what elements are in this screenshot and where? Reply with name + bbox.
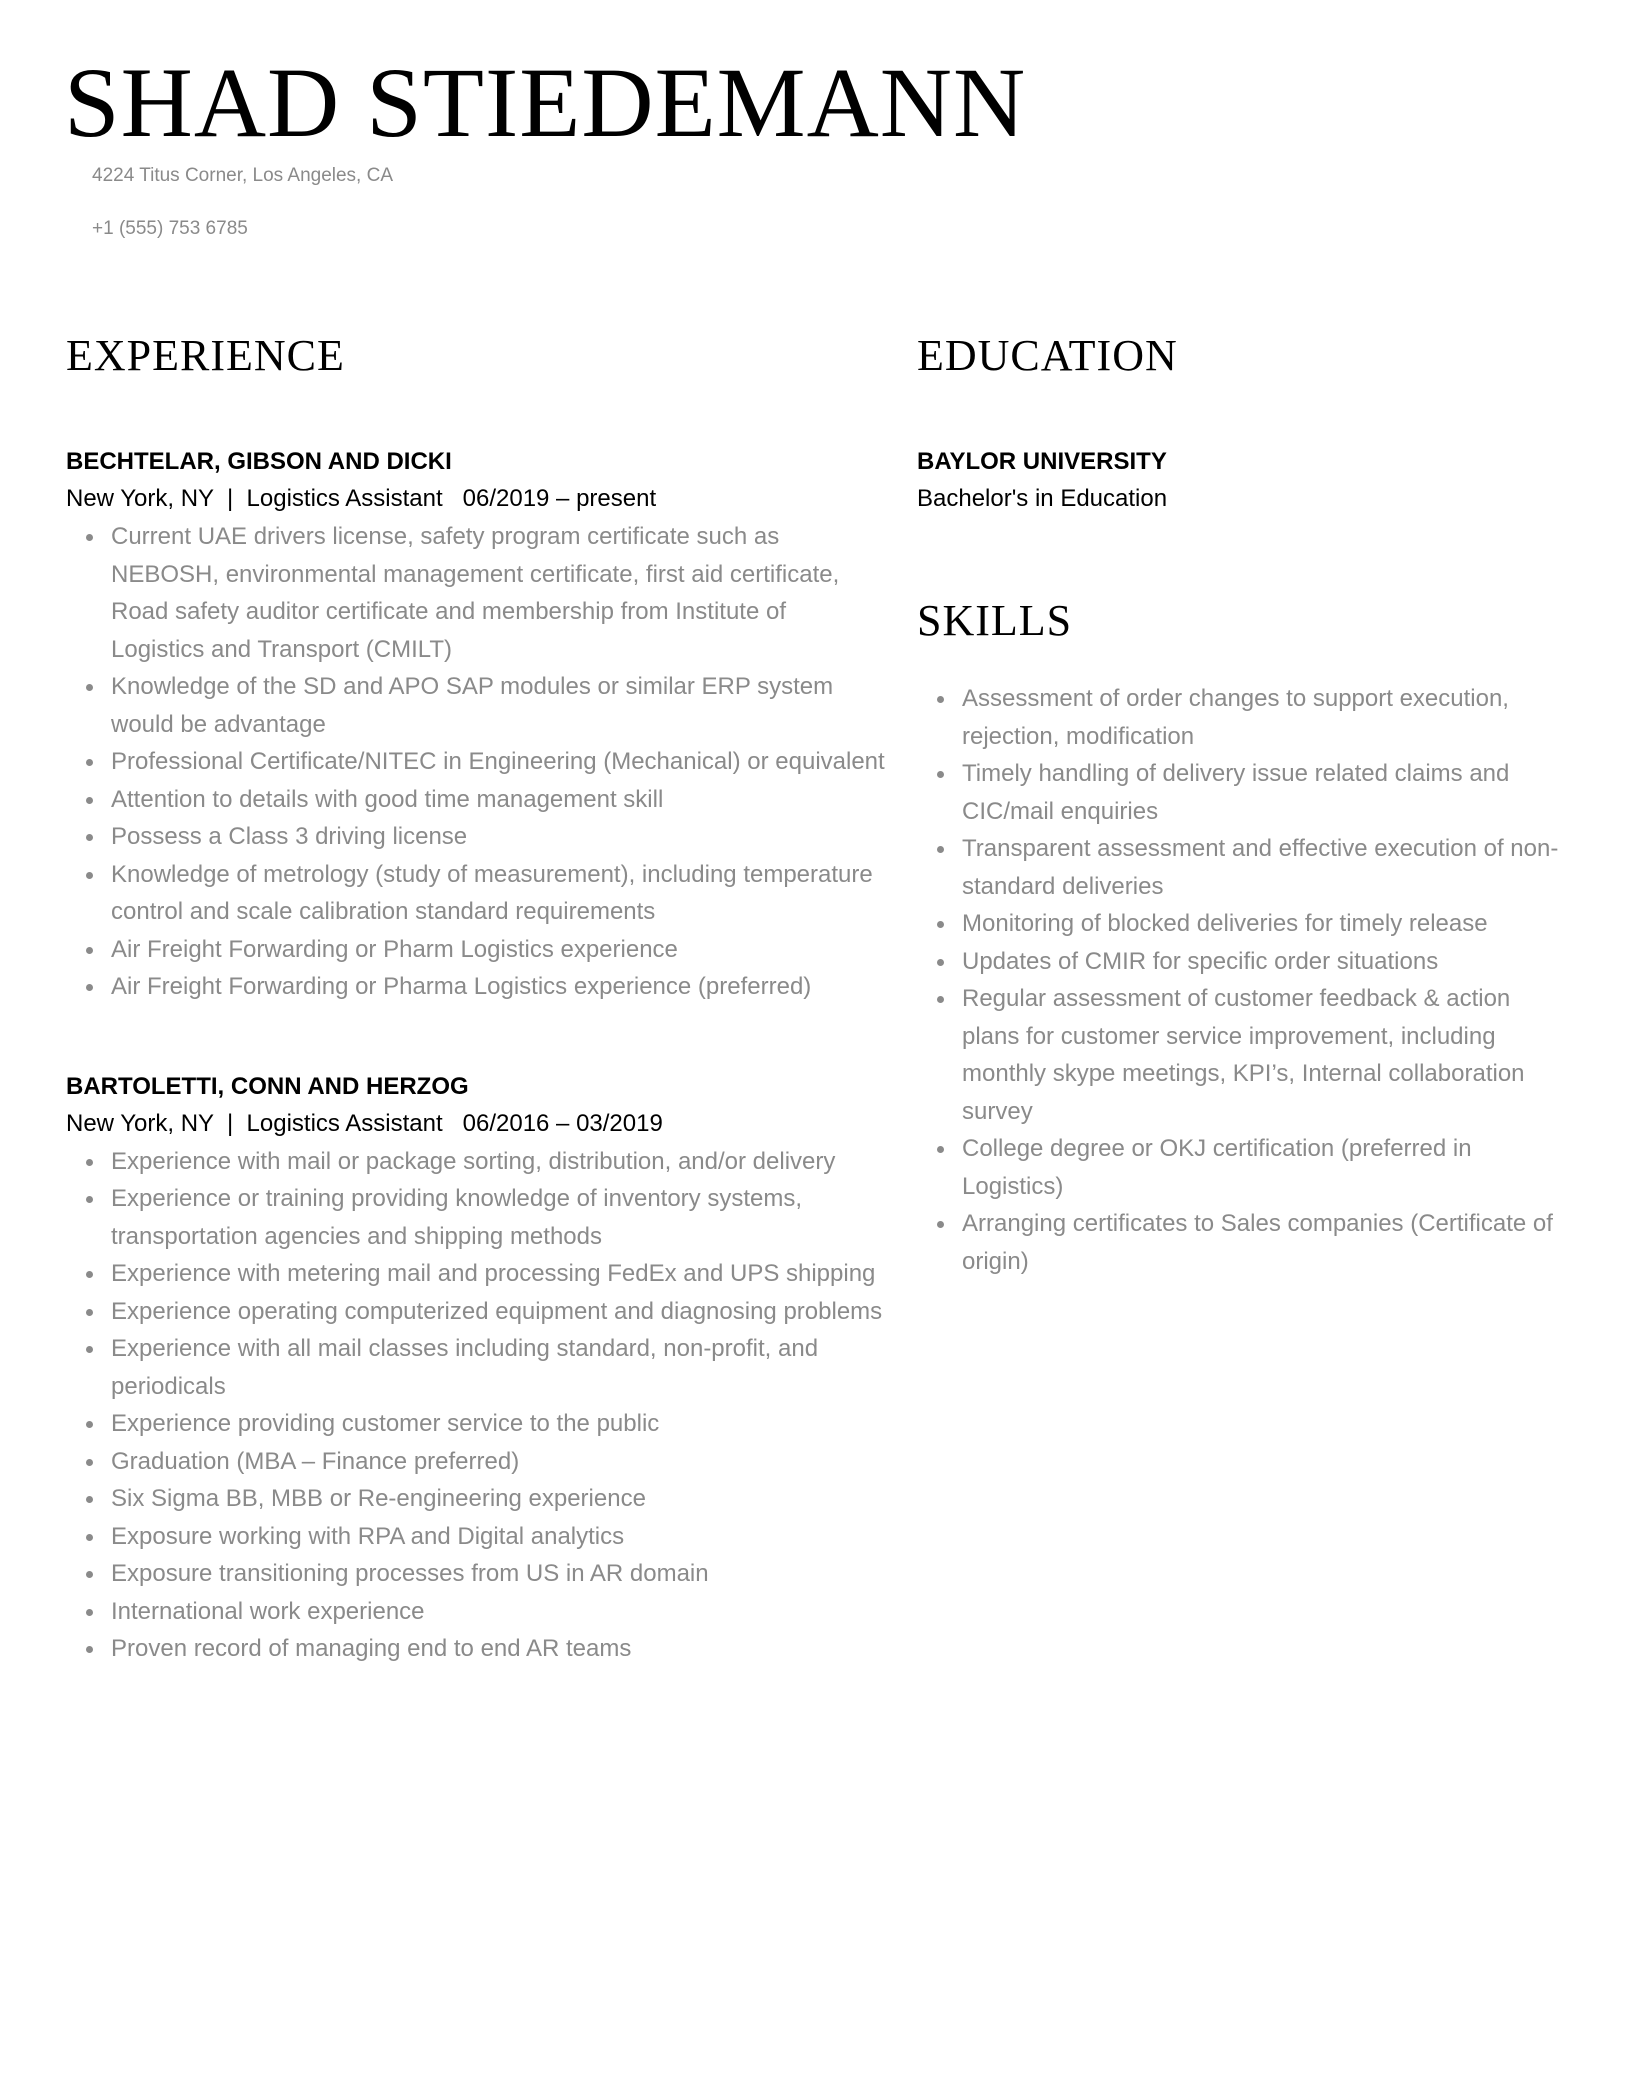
- skills-list: [917, 680, 1567, 1280]
- experience-heading: EXPERIENCE: [66, 331, 345, 380]
- skills-section: [917, 595, 1567, 1280]
- bullet-item: Attention to details with good time management skill: [66, 781, 886, 819]
- job-entry: [66, 1068, 886, 1668]
- job-meta: New York, NY | Logistics Assistant 06/2019 – present: [66, 485, 657, 512]
- job-meta: New York, NY | Logistics Assistant 06/2016 – 03/2019: [66, 1109, 663, 1137]
- skill-item: Assessment of order changes to support execution, rejection, modification: [917, 680, 1567, 755]
- bullet-item: Current UAE drivers license, safety program certificate such as NEBOSH, environmental management certificate, first aid certificate, Road safety auditor certificate and membership from Institute of Logistics and Transport (CMILT): [66, 518, 886, 668]
- skill-item: Arranging certificates to Sales companies (Certificate of origin): [917, 1205, 1567, 1280]
- bullet-item: Experience providing customer service to the public: [66, 1405, 886, 1443]
- skill-item: College degree or OKJ certification (preferred in Logistics): [917, 1130, 1567, 1205]
- bullet-item: Exposure working with RPA and Digital analytics: [66, 1518, 886, 1556]
- job-entry: [66, 443, 886, 1006]
- skill-item: Transparent assessment and effective execution of non-standard deliveries: [917, 830, 1567, 905]
- bullet-item: Six Sigma BB, MBB or Re-engineering experience: [66, 1480, 886, 1518]
- skill-item: Timely handling of delivery issue related claims and CIC/mail enquiries: [917, 755, 1567, 830]
- company-name: BECHTELAR, GIBSON AND DICKI: [66, 448, 452, 475]
- skill-item: Regular assessment of customer feedback & action plans for customer service improvement, including monthly skype meetings, KPI’s, Internal collaboration survey: [917, 980, 1567, 1130]
- skills-heading: SKILLS: [917, 596, 1073, 645]
- degree: Bachelor's in Education: [917, 485, 1168, 512]
- job-bullets: [66, 518, 886, 1006]
- bullet-item: Air Freight Forwarding or Pharm Logistics experience: [66, 931, 886, 969]
- right-column: [917, 330, 1567, 1280]
- skill-item: Updates of CMIR for specific order situations: [917, 943, 1567, 981]
- job-bullets: [66, 1143, 886, 1668]
- experience-section: [66, 330, 886, 1668]
- bullet-item: Professional Certificate/NITEC in Engineering (Mechanical) or equivalent: [66, 743, 886, 781]
- bullet-item: Experience with metering mail and processing FedEx and UPS shipping: [66, 1255, 886, 1293]
- company-name: BARTOLETTI, CONN AND HERZOG: [66, 1072, 469, 1100]
- bullet-item: Experience with all mail classes including standard, non-profit, and periodicals: [66, 1330, 886, 1405]
- bullet-item: Experience with mail or package sorting, distribution, and/or delivery: [66, 1143, 886, 1181]
- bullet-item: Experience or training providing knowledge of inventory systems, transportation agencies and shipping methods: [66, 1180, 886, 1255]
- school-name: BAYLOR UNIVERSITY: [917, 448, 1167, 475]
- bullet-item: Knowledge of the SD and APO SAP modules or similar ERP system would be advantage: [66, 668, 886, 743]
- phone: +1 (555) 753 6785: [92, 218, 248, 239]
- bullet-item: Graduation (MBA – Finance preferred): [66, 1443, 886, 1481]
- education-section: [917, 330, 1567, 517]
- candidate-name: SHAD STIEDEMANN: [64, 47, 1027, 158]
- address: 4224 Titus Corner, Los Angeles, CA: [92, 165, 394, 186]
- bullet-item: Experience operating computerized equipment and diagnosing problems: [66, 1293, 886, 1331]
- bullet-item: Knowledge of metrology (study of measurement), including temperature control and scale calibration standard requirements: [66, 856, 886, 931]
- bullet-item: International work experience: [66, 1593, 886, 1631]
- bullet-item: Possess a Class 3 driving license: [66, 818, 886, 856]
- education-heading: EDUCATION: [917, 331, 1178, 380]
- skill-item: Monitoring of blocked deliveries for timely release: [917, 905, 1567, 943]
- bullet-item: Air Freight Forwarding or Pharma Logistics experience (preferred): [66, 968, 886, 1006]
- bullet-item: Proven record of managing end to end AR teams: [66, 1630, 886, 1668]
- bullet-item: Exposure transitioning processes from US in AR domain: [66, 1555, 886, 1593]
